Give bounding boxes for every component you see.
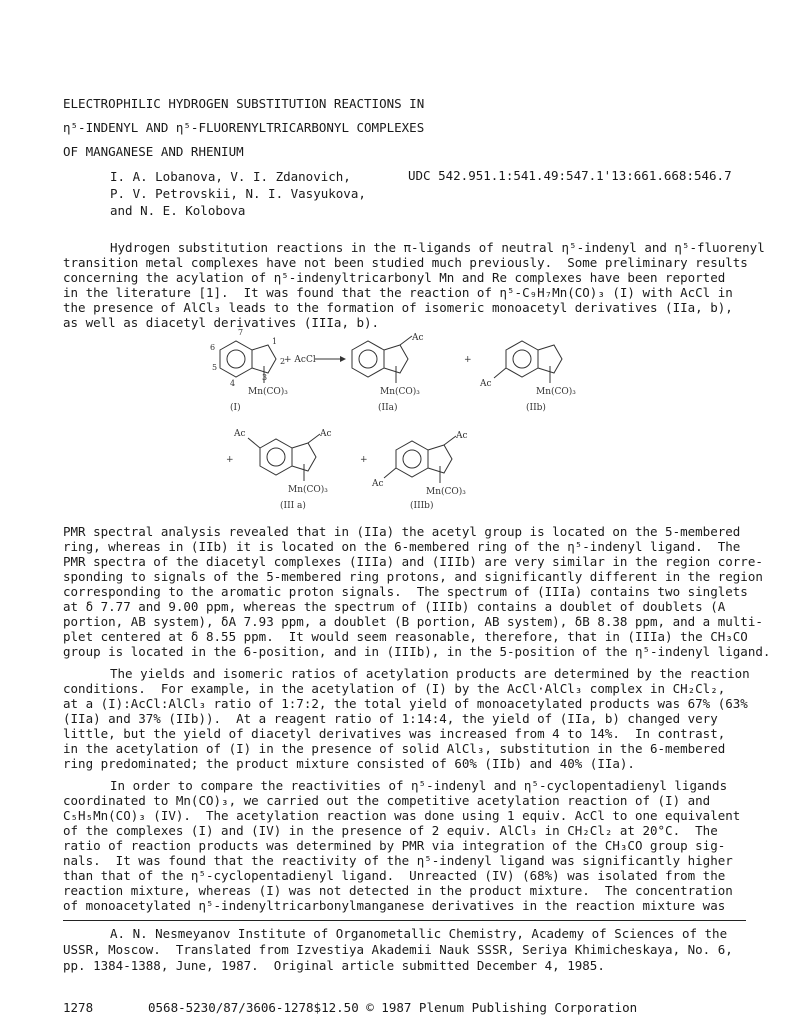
metal-label: Mn(CO)₃ [536,387,576,397]
metal-label: Mn(CO)₃ [426,487,466,497]
text-line: in the acetylation of (I) in the presence of solid AlCl₃, substitution in the 6-membered [63,741,726,756]
text-line: coordinated to Mn(CO)₃, we carried out the competitive acetylation reaction of (I) and [63,793,711,808]
compound-label-i: (I) [230,403,241,413]
text-line: nals. It was found that the reactivity of the η⁵-indenyl ligand was significantly higher [63,853,733,868]
compound-label-iiib: (IIIb) [410,501,434,511]
text-line: ring, whereas in (IIb) it is located on the 6-membered ring of the η⁵-indenyl ligand. The [63,539,741,554]
metal-label: Mn(CO)₃ [380,387,420,397]
author-line: and N. E. Kolobova [110,203,246,218]
text-line: A. N. Nesmeyanov Institute of Organometallic Chemistry, Academy of Sciences of the [110,926,728,941]
text-line: sponding to signals of the 5-membered ring protons, and significantly different in the region [63,569,763,584]
compound-i-structure [210,328,288,413]
metal-label: Mn(CO)₃ [288,485,328,495]
text-line: C₅H₅Mn(CO)₃ (IV). The acetylation reaction was done using 1 equiv. AcCl to one equivalent [63,808,741,823]
text-line: ring predominated; the product mixture consisted of 60% (IIb) and 40% (IIa). [63,756,635,771]
acetyl-label: Ac [372,479,384,489]
author-line: P. V. Petrovskii, N. I. Vasyukova, [110,186,366,201]
text-line: of the complexes (I) and (IV) in the presence of 2 equiv. AlCl₃ in CH₂Cl₂ at 20°C. The [63,823,718,838]
acetyl-label: Ac [480,379,492,389]
reagent-label: + AcCl [284,355,316,365]
plus-sign: + [360,455,368,465]
article-title [63,92,424,164]
footnote [63,926,746,974]
text-line: (IIa) and 37% (IIb)). At a reagent ratio of 1:14:4, the yield of (IIa, b) changed very [63,711,718,726]
ring-number: 5 [212,363,218,372]
intro-paragraph [63,240,765,330]
text-line: transition metal complexes have not been studied much previously. Some preliminary results [63,255,748,270]
plus-sign: + [226,455,234,465]
compound-label-iia: (IIa) [378,403,398,413]
compound-label-iiia: (III a) [280,501,306,511]
yields-paragraph [63,666,750,771]
acetyl-label: Ac [234,429,246,439]
ring-number: 2 [280,357,286,366]
text-line: at a (I):AcCl:AlCl₃ ratio of 1:7:2, the total yield of monoacetylated products was 67% (63% [63,696,748,711]
ring-number: 6 [210,343,216,352]
compound-label-iib: (IIb) [526,403,546,413]
compound-iiib-structure [371,431,468,511]
text-line: Hydrogen substitution reactions in the π-ligands of neutral η⁵-indenyl and η⁵-fluorenyl [110,240,765,255]
ring-number: 7 [238,328,244,337]
text-line: concerning the acylation of η⁵-indenyltricarbonyl Mn and Re complexes have been reported [63,270,726,285]
text-line: at δ 7.77 and 9.00 ppm, whereas the spectrum of (IIIb) contains a doublet of doublets (A [63,599,726,614]
title-line: η⁵-INDENYL AND η⁵-FLUORENYLTRICARBONYL COMPLEXES [63,120,425,135]
text-line: in the literature [1]. It was found that the reaction of η⁵-C₉H₇Mn(CO)₃ (I) with AcCl in [63,285,733,300]
footnote-divider [63,920,746,921]
text-line: corresponding to the aromatic proton signals. The spectrum of (IIIa) contains two singlets [63,584,748,599]
text-line: conditions. For example, in the acetylation of (I) by the AcCl·AlCl₃ complex in CH₂Cl₂, [63,681,726,696]
text-line: plet centered at δ 8.55 ppm. It would seem reasonable, therefore, that in (IIIa) the CH₃CO [63,629,748,644]
ring-number: 4 [230,379,236,388]
text-line: pp. 1384-1388, June, 1987. Original article submitted December 4, 1985. [63,958,605,973]
text-line: USSR, Moscow. Translated from Izvestiya Akademii Nauk SSSR, Seriya Khimicheskaya, No. 6, [63,942,733,957]
title-line: ELECTROPHILIC HYDROGEN SUBSTITUTION REACTIONS IN [63,96,425,111]
publisher-line: 0568-5230/87/3606-1278$12.50 © 1987 Plenum Publishing Corporation [148,1000,638,1015]
udc-code: UDC 542.951.1:541.49:547.1'13:661.668:546.7 [408,168,732,183]
text-line: as well as diacetyl derivatives (IIIa, b). [63,315,380,330]
author-list [110,168,366,219]
plus-sign: + [464,355,472,365]
text-line: In order to compare the reactivities of η⁵-indenyl and η⁵-cyclopentadienyl ligands [110,778,728,793]
text-line: group is located in the 6-position, and in (IIIb), in the 5-position of the η⁵-indenyl ligand. [63,644,771,659]
author-line: I. A. Lobanova, V. I. Zdanovich, [110,169,351,184]
metal-label: Mn(CO)₃ [248,387,288,397]
text-line: PMR spectral analysis revealed that in (IIa) the acetyl group is located on the 5-membered [63,524,741,539]
text-line: portion, AB system), δA 7.93 ppm, a doublet (B portion, AB system), δB 8.38 ppm, and a multi- [63,614,763,629]
text-line: than that of the η⁵-cyclopentadienyl ligand. Unreacted (IV) (68%) was isolated from the [63,868,726,883]
text-line: PMR spectra of the diacetyl complexes (IIIa) and (IIIb) are very similar in the region corre- [63,554,763,569]
acetyl-label: Ac [320,429,332,439]
pmr-paragraph [63,524,771,659]
acetyl-label: Ac [412,333,424,343]
page-number: 1278 [63,1000,94,1015]
text-line: the presence of AlCl₃ leads to the formation of isomeric monoacetyl derivatives (IIa, b), [63,300,733,315]
acetyl-label: Ac [456,431,468,441]
ring-number: 3 [262,373,268,382]
ring-number: 1 [272,337,278,346]
text-line: ratio of reaction products was determined by PMR via integration of the CH₃CO group sig- [63,838,726,853]
compound-iia-structure [352,333,424,413]
comparison-paragraph [63,778,746,913]
text-line: reaction mixture, whereas (I) was not detected in the product mixture. The concentration [63,883,733,898]
text-line: of monoacetylated η⁵-indenyltricarbonylmanganese derivatives in the reaction mixture was [63,898,726,913]
title-line: OF MANGANESE AND RHENIUM [63,144,244,159]
compound-iiia-structure [233,429,332,511]
reaction-scheme [200,328,600,518]
text-line: little, but the yield of diacetyl derivatives was increased from 4 to 14%. In contrast, [63,726,726,741]
text-line: The yields and isomeric ratios of acetylation products are determined by the reaction [110,666,750,681]
compound-iib-structure [479,341,576,413]
